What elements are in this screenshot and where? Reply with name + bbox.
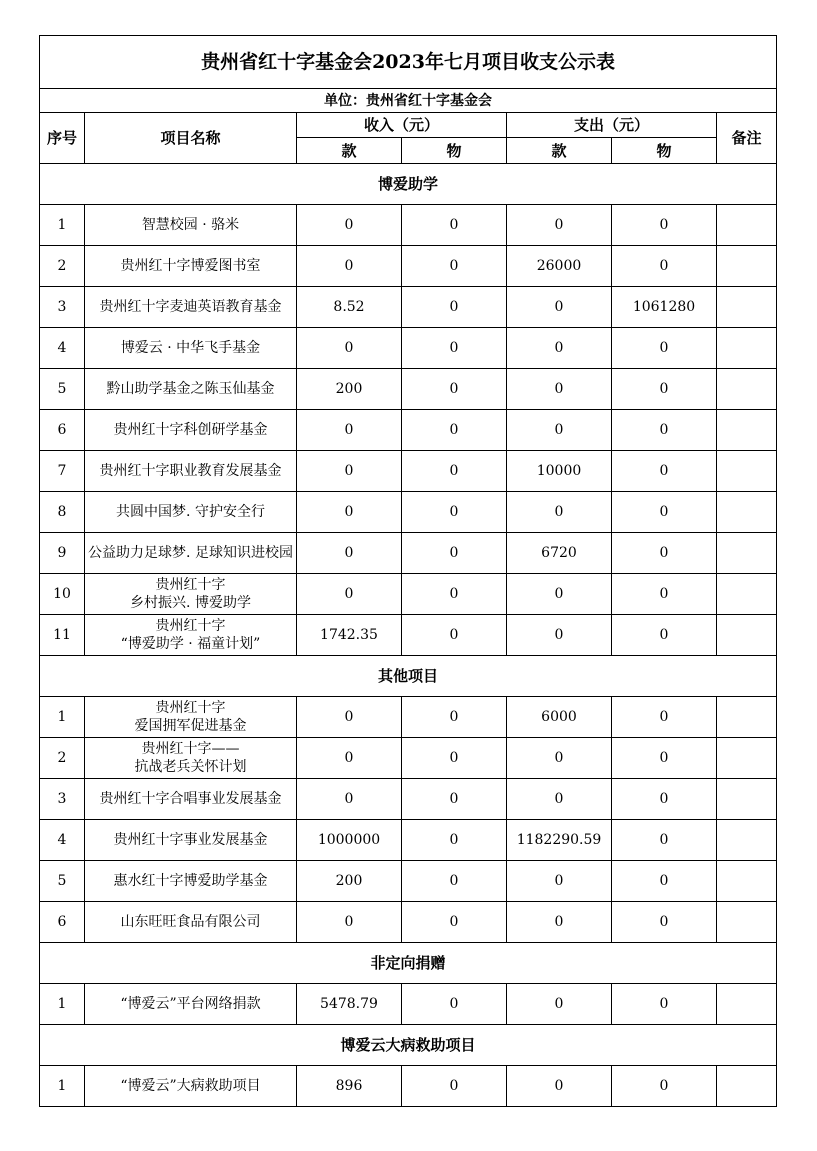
cell-project-name: 贵州红十字 爱国拥军促进基金 [85, 697, 297, 738]
page-title: 贵州省红十字基金会2023年七月项目收支公示表 [40, 36, 777, 89]
header-expense-cash: 款 [507, 138, 612, 164]
cell-remark [717, 369, 777, 410]
cell-remark [717, 492, 777, 533]
cell-income-goods: 0 [402, 820, 507, 861]
section-title: 非定向捐赠 [40, 943, 777, 984]
cell-income-cash: 200 [297, 861, 402, 902]
cell-expense-cash: 26000 [507, 246, 612, 287]
cell-income-cash: 0 [297, 328, 402, 369]
table-row [40, 287, 777, 328]
cell-seq: 3 [40, 779, 85, 820]
cell-expense-goods: 0 [612, 615, 717, 656]
header-income-cash: 款 [297, 138, 402, 164]
cell-expense-cash: 0 [507, 205, 612, 246]
cell-income-goods: 0 [402, 205, 507, 246]
cell-expense-cash: 6720 [507, 533, 612, 574]
cell-expense-goods: 0 [612, 451, 717, 492]
cell-expense-cash: 0 [507, 779, 612, 820]
cell-income-cash: 0 [297, 451, 402, 492]
header-expense: 支出（元） [507, 113, 717, 138]
cell-remark [717, 205, 777, 246]
cell-remark [717, 246, 777, 287]
cell-income-goods: 0 [402, 533, 507, 574]
cell-project-name: 贵州红十字博爱图书室 [85, 246, 297, 287]
cell-expense-goods: 0 [612, 738, 717, 779]
cell-project-name: 智慧校园 · 骆米 [85, 205, 297, 246]
cell-remark [717, 287, 777, 328]
cell-expense-goods: 0 [612, 205, 717, 246]
cell-income-goods: 0 [402, 328, 507, 369]
cell-expense-goods: 0 [612, 902, 717, 943]
cell-income-cash: 1000000 [297, 820, 402, 861]
table-row [40, 820, 777, 861]
cell-project-name: 贵州红十字科创研学基金 [85, 410, 297, 451]
cell-project-name: 惠水红十字博爱助学基金 [85, 861, 297, 902]
cell-expense-cash: 0 [507, 328, 612, 369]
cell-expense-cash: 0 [507, 369, 612, 410]
cell-expense-goods: 0 [612, 779, 717, 820]
cell-seq: 2 [40, 246, 85, 287]
table-row [40, 246, 777, 287]
cell-income-cash: 0 [297, 410, 402, 451]
cell-expense-cash: 1182290.59 [507, 820, 612, 861]
table-row [40, 410, 777, 451]
cell-remark [717, 697, 777, 738]
table-row [40, 861, 777, 902]
cell-expense-cash: 0 [507, 615, 612, 656]
table-row [40, 779, 777, 820]
cell-income-goods: 0 [402, 410, 507, 451]
section-title: 其他项目 [40, 656, 777, 697]
cell-income-goods: 0 [402, 984, 507, 1025]
cell-seq: 1 [40, 205, 85, 246]
section-header-row [40, 164, 777, 205]
cell-project-name: 贵州红十字麦迪英语教育基金 [85, 287, 297, 328]
cell-income-cash: 0 [297, 738, 402, 779]
cell-remark [717, 779, 777, 820]
cell-income-cash: 1742.35 [297, 615, 402, 656]
header-expense-goods: 物 [612, 138, 717, 164]
section-title: 博爱助学 [40, 164, 777, 205]
table-row [40, 369, 777, 410]
cell-expense-cash: 0 [507, 492, 612, 533]
cell-remark [717, 533, 777, 574]
cell-income-goods: 0 [402, 369, 507, 410]
cell-expense-goods: 0 [612, 369, 717, 410]
cell-income-cash: 0 [297, 779, 402, 820]
cell-expense-cash: 0 [507, 410, 612, 451]
cell-remark [717, 820, 777, 861]
cell-expense-cash: 0 [507, 574, 612, 615]
cell-remark [717, 328, 777, 369]
cell-income-cash: 200 [297, 369, 402, 410]
cell-remark [717, 984, 777, 1025]
cell-income-goods: 0 [402, 697, 507, 738]
cell-expense-goods: 0 [612, 984, 717, 1025]
cell-seq: 5 [40, 369, 85, 410]
cell-remark [717, 861, 777, 902]
cell-project-name: 黔山助学基金之陈玉仙基金 [85, 369, 297, 410]
cell-expense-goods: 0 [612, 1066, 717, 1107]
cell-income-goods: 0 [402, 902, 507, 943]
cell-project-name: 贵州红十字合唱事业发展基金 [85, 779, 297, 820]
cell-seq: 7 [40, 451, 85, 492]
section-title: 博爱云大病救助项目 [40, 1025, 777, 1066]
disclosure-table [39, 35, 777, 1107]
cell-expense-cash: 0 [507, 984, 612, 1025]
cell-income-goods: 0 [402, 738, 507, 779]
cell-project-name: 贵州红十字职业教育发展基金 [85, 451, 297, 492]
table-row [40, 205, 777, 246]
cell-project-name: 公益助力足球梦. 足球知识进校园 [85, 533, 297, 574]
cell-income-cash: 0 [297, 697, 402, 738]
table-row [40, 615, 777, 656]
cell-seq: 8 [40, 492, 85, 533]
cell-expense-cash: 0 [507, 902, 612, 943]
cell-remark [717, 410, 777, 451]
cell-expense-cash: 10000 [507, 451, 612, 492]
cell-income-goods: 0 [402, 615, 507, 656]
cell-remark [717, 902, 777, 943]
cell-income-goods: 0 [402, 492, 507, 533]
cell-income-cash: 0 [297, 574, 402, 615]
cell-income-cash: 8.52 [297, 287, 402, 328]
cell-income-goods: 0 [402, 246, 507, 287]
cell-income-goods: 0 [402, 451, 507, 492]
table-row [40, 492, 777, 533]
header-income-goods: 物 [402, 138, 507, 164]
table-row [40, 984, 777, 1025]
cell-project-name: 博爱云 · 中华飞手基金 [85, 328, 297, 369]
table-row [40, 451, 777, 492]
table-row [40, 697, 777, 738]
cell-seq: 1 [40, 1066, 85, 1107]
cell-project-name: 贵州红十字—— 抗战老兵关怀计划 [85, 738, 297, 779]
cell-remark [717, 574, 777, 615]
table-row [40, 738, 777, 779]
table-row [40, 574, 777, 615]
cell-income-goods: 0 [402, 1066, 507, 1107]
cell-expense-cash: 0 [507, 738, 612, 779]
cell-seq: 1 [40, 984, 85, 1025]
cell-seq: 10 [40, 574, 85, 615]
cell-remark [717, 615, 777, 656]
cell-expense-goods: 0 [612, 861, 717, 902]
header-remark: 备注 [717, 113, 777, 164]
cell-project-name: “博爱云”平台网络捐款 [85, 984, 297, 1025]
cell-income-cash: 0 [297, 902, 402, 943]
cell-remark [717, 1066, 777, 1107]
cell-seq: 6 [40, 902, 85, 943]
cell-seq: 3 [40, 287, 85, 328]
cell-income-goods: 0 [402, 861, 507, 902]
cell-seq: 1 [40, 697, 85, 738]
cell-income-goods: 0 [402, 287, 507, 328]
cell-seq: 4 [40, 328, 85, 369]
section-header-row [40, 943, 777, 984]
cell-seq: 9 [40, 533, 85, 574]
section-header-row [40, 656, 777, 697]
cell-expense-goods: 0 [612, 820, 717, 861]
cell-income-cash: 0 [297, 246, 402, 287]
cell-income-goods: 0 [402, 574, 507, 615]
cell-expense-goods: 0 [612, 697, 717, 738]
cell-remark [717, 738, 777, 779]
cell-expense-goods: 0 [612, 574, 717, 615]
cell-income-goods: 0 [402, 779, 507, 820]
cell-expense-goods: 1061280 [612, 287, 717, 328]
cell-expense-goods: 0 [612, 533, 717, 574]
cell-seq: 2 [40, 738, 85, 779]
table-row [40, 533, 777, 574]
cell-seq: 11 [40, 615, 85, 656]
cell-project-name: 贵州红十字 乡村振兴. 博爱助学 [85, 574, 297, 615]
cell-expense-cash: 6000 [507, 697, 612, 738]
cell-project-name: “博爱云”大病救助项目 [85, 1066, 297, 1107]
table-row [40, 902, 777, 943]
cell-project-name: 贵州红十字事业发展基金 [85, 820, 297, 861]
cell-expense-goods: 0 [612, 328, 717, 369]
cell-project-name: 共圆中国梦. 守护安全行 [85, 492, 297, 533]
header-seq: 序号 [40, 113, 85, 164]
cell-project-name: 山东旺旺食品有限公司 [85, 902, 297, 943]
cell-expense-goods: 0 [612, 410, 717, 451]
cell-income-cash: 896 [297, 1066, 402, 1107]
cell-income-cash: 0 [297, 205, 402, 246]
table-row [40, 1066, 777, 1107]
cell-expense-goods: 0 [612, 492, 717, 533]
header-name: 项目名称 [85, 113, 297, 164]
cell-income-cash: 5478.79 [297, 984, 402, 1025]
cell-expense-cash: 0 [507, 861, 612, 902]
cell-expense-cash: 0 [507, 287, 612, 328]
cell-income-cash: 0 [297, 492, 402, 533]
cell-seq: 6 [40, 410, 85, 451]
unit-line: 单位：贵州省红十字基金会 [40, 89, 777, 113]
cell-remark [717, 451, 777, 492]
header-income: 收入（元） [297, 113, 507, 138]
section-header-row [40, 1025, 777, 1066]
cell-income-cash: 0 [297, 533, 402, 574]
table-row [40, 328, 777, 369]
cell-expense-cash: 0 [507, 1066, 612, 1107]
cell-expense-goods: 0 [612, 246, 717, 287]
cell-seq: 5 [40, 861, 85, 902]
cell-seq: 4 [40, 820, 85, 861]
cell-project-name: 贵州红十字 “博爱助学 · 福童计划” [85, 615, 297, 656]
